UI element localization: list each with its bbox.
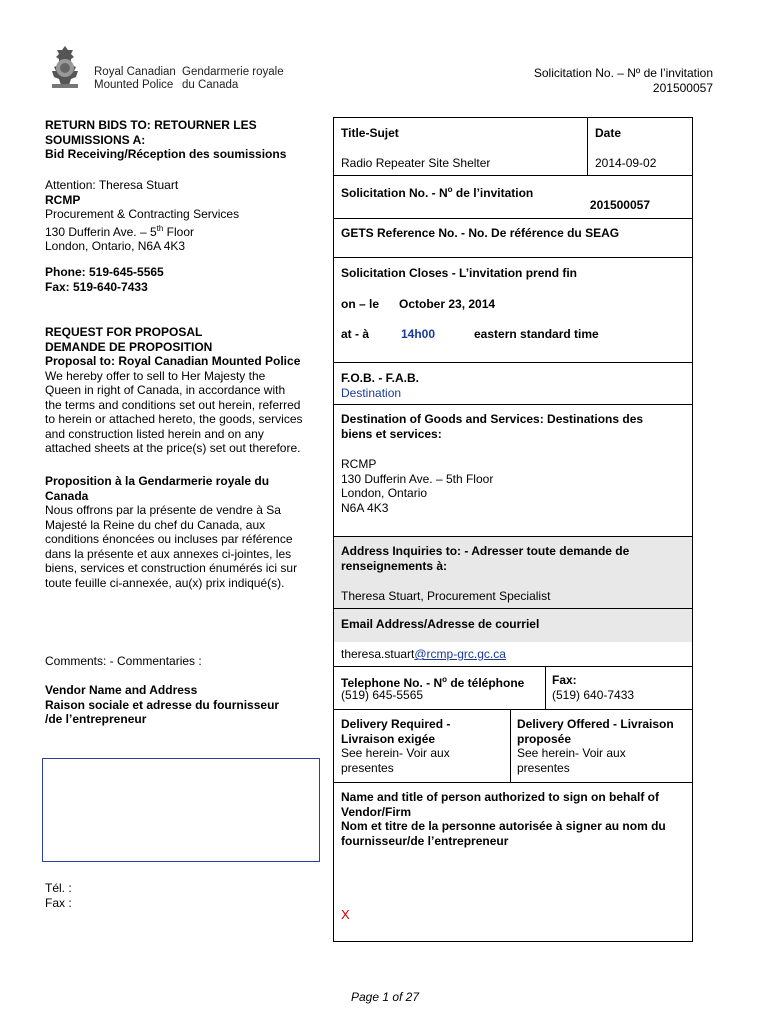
fax: Fax: 519-640-7433 (45, 279, 148, 294)
vendor-label: Vendor Name and Address (45, 683, 198, 697)
on-label: on – le (341, 297, 380, 311)
return-bids-heading-2: SOUMISSIONS A: (45, 132, 146, 147)
fax-right-label: Fax: (552, 673, 577, 687)
page-number: Page 1 of 27 (350, 990, 420, 1004)
delivery-required: Delivery Required - Livraison exigée See herein- Voir aux presentes (341, 717, 451, 775)
proposition-heading-2: Canada (45, 488, 89, 503)
proposal-to: Proposal to: Royal Canadian Mounted Police (45, 354, 301, 368)
email-label: Email Address/Adresse de courriel (341, 617, 540, 631)
logo-fr-line1: Gendarmerie royale (182, 66, 284, 78)
rfp-fr: DEMANDE DE PROPOSITION (45, 339, 213, 354)
signature-label: Name and title of person authorized to sign on behalf of Vendor/Firm Nom et titre de la personne autorisée à signer au nom du fournisseur/de l’entrepreneur (341, 790, 666, 848)
close-time: 14h00 (401, 327, 436, 341)
solicitation-value: 201500057 (589, 198, 650, 212)
logo-fr-line2: du Canada (182, 79, 239, 91)
dept-name: Procurement & Contracting Services (45, 207, 240, 221)
title-value: Radio Repeater Site Shelter (341, 156, 491, 170)
header-solicitation-number: 201500057 (652, 81, 713, 95)
date-value: 2014-09-02 (595, 156, 657, 170)
vendor-name-address-field[interactable] (42, 758, 320, 862)
at-label: at - à (341, 327, 370, 341)
offer-fr: Nous offrons par la présente de vendre à Sa Majesté la Reine du chef du Canada, aux conditions énoncées ou incluses par référence dans la présente et aux annexes ci-jointes, les biens, services et construction énumérés ici sur toute feuille ci-annexée, au(x) prix indiqué(s). (45, 503, 298, 590)
vendor-label-3: /de l’entrepreneur (45, 712, 147, 726)
org-name: RCMP (45, 192, 81, 207)
logo-en-line1: Royal Canadian (94, 66, 176, 78)
tel-label: Tél. : (45, 881, 72, 895)
title-label: Title-Sujet (341, 126, 399, 140)
gets-label: GETS Reference No. - No. De référence du SEAG (341, 226, 620, 240)
close-date: October 23, 2014 (399, 297, 496, 311)
telephone-label: Telephone No. - $N^o$ de téléphone (341, 675, 525, 690)
proposition-heading: Proposition à la Gendarmerie royale du (45, 474, 270, 488)
bid-receiving: Bid Receiving/Réception des soumissions (45, 147, 287, 161)
address-line-1: 130 Dufferin Ave. – 5th Floor (45, 223, 194, 239)
inquiries-label: Address Inquiries to: - Adresser toute demande de renseignements à: (341, 544, 630, 573)
destination-address: RCMP 130 Dufferin Ave. – 5th Floor London, Ontario N6A 4K3 (341, 457, 494, 515)
phone: Phone: 519-645-5565 (45, 265, 164, 279)
solicitation-label: Solicitation No. - $N^o$ de l’invitation (341, 185, 534, 200)
crest-icon (44, 44, 86, 92)
rfp-en: REQUEST FOR PROPOSAL (45, 325, 203, 339)
telephone-value: (519) 645-5565 (341, 688, 424, 702)
attention: Attention: Theresa Stuart (45, 178, 179, 192)
offer-en: We hereby offer to sell to Her Majesty the Queen in right of Canada, in accordance with the terms and conditions set out herein, referred to herein or attached hereto, the goods, services and construction listed herein and on any attached sheets at the price(s) set out therefore. (45, 368, 303, 455)
email-link[interactable]: @rcmp-grc.gc.ca (414, 647, 506, 661)
closes-label: Solicitation Closes - L’invitation prend fin (341, 266, 578, 280)
logo-en-line2: Mounted Police (94, 79, 174, 91)
comments-label: Comments: - Commentaries : (45, 654, 202, 668)
header-solicitation-label: Solicitation No. – Nº de l’invitation (533, 66, 713, 80)
signature-field[interactable]: X (341, 907, 350, 922)
destination-label: Destination of Goods and Services: Destinations des biens et services: (341, 412, 644, 441)
vendor-label-2: Raison sociale et adresse du fournisseur (45, 697, 280, 712)
email-value: theresa.stuart@rcmp-grc.gc.ca (341, 647, 506, 661)
timezone: eastern standard time (474, 327, 599, 341)
return-bids-heading: RETURN BIDS TO: RETOURNER LES (45, 118, 257, 132)
fax-label: Fax : (45, 895, 72, 910)
inquiries-value: Theresa Stuart, Procurement Specialist (341, 589, 551, 603)
fob-value: Destination (341, 386, 402, 400)
date-label: Date (595, 126, 622, 140)
fax-right-value: (519) 640-7433 (552, 688, 635, 702)
rcmp-logo (44, 44, 294, 94)
fob-label: F.O.B. - F.A.B. (341, 371, 419, 385)
delivery-offered: Delivery Offered - Livraison proposée See herein- Voir aux presentes (517, 717, 674, 775)
address-line-2: London, Ontario, N6A 4K3 (45, 239, 186, 253)
